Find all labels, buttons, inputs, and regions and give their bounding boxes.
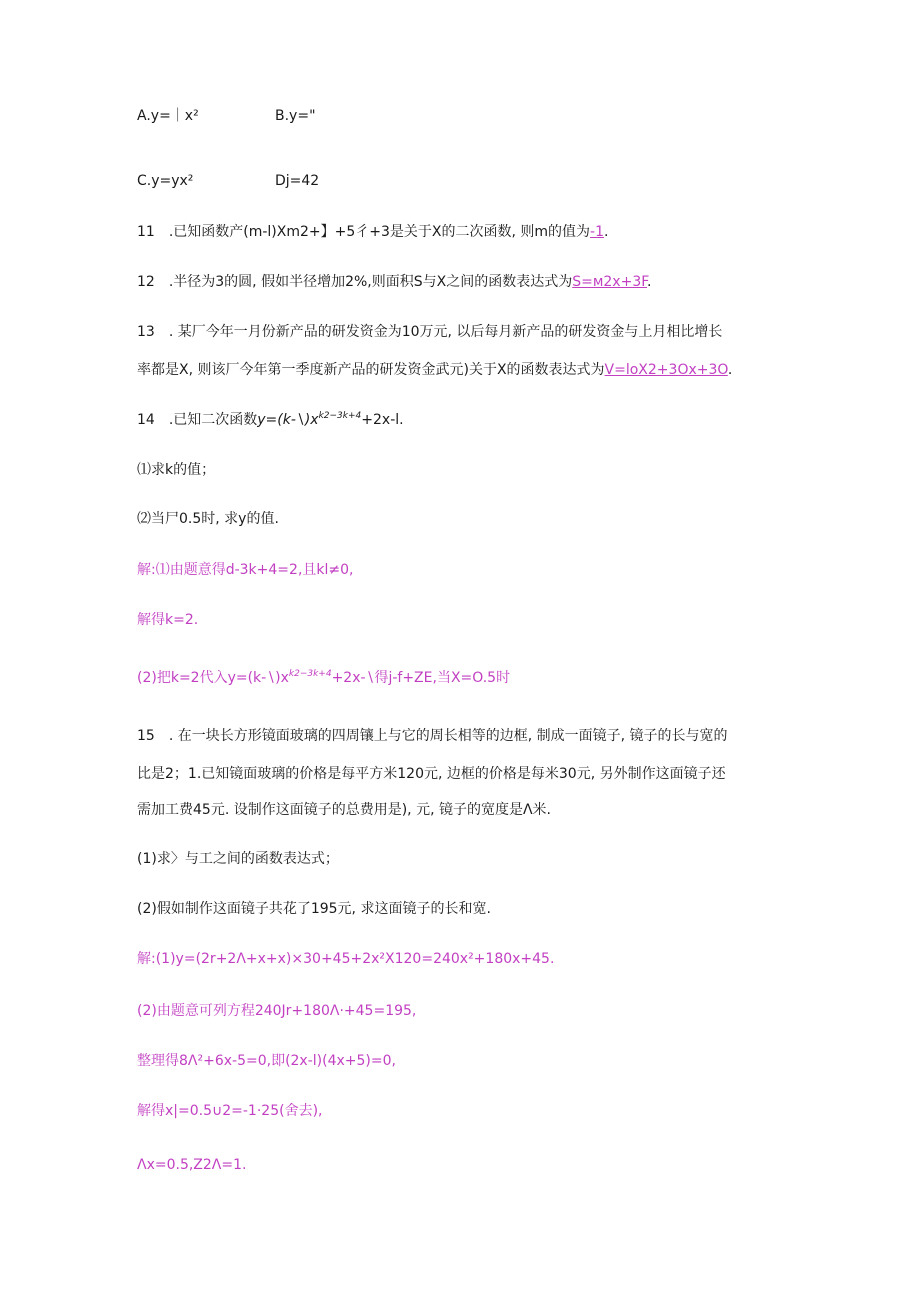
question-15-line2: 比是2；1.已知镜面玻璃的价格是每平方米120元, 边框的价格是每米30元, 另外制作这面镜子还	[137, 766, 726, 782]
question-15-solution-2: (2)由题意可列方程240Jr+180Λ·+45=195,	[137, 1003, 417, 1019]
question-14-stem-b: +2x-l.	[361, 412, 404, 428]
question-12	[137, 272, 651, 292]
question-11-text: 11 .已知函数产(m-l)Xm2+】+5彳+3是关于X的二次函数, 则m的值为	[137, 224, 591, 240]
question-14-solution-3-a: (2)把k=2代入y=(k-∖)x	[137, 670, 289, 686]
question-15-part1: (1)求〉与工之间的函数表达式；	[137, 851, 339, 867]
question-14-solution-1: 解:⑴由题意得d-3k+4=2,且kl≠0,	[137, 562, 354, 578]
question-15-solution-5: Λx=0.5,Z2Λ=1.	[137, 1157, 247, 1173]
question-14-stem-a: 14 .已知二次函数	[137, 412, 258, 428]
question-13-text: 率都是X, 则该厂今年第一季度新产品的研发资金武元)关于X的函数表达式为	[137, 362, 605, 378]
question-12-answer: S=м2x+3F	[572, 274, 648, 290]
question-11-answer: -1	[590, 224, 605, 240]
question-13-answer: V=loX2+3Ox+3O	[604, 362, 728, 378]
question-15-solution-4: 解得x|=0.5∪2=-1·25(舍去),	[137, 1103, 323, 1119]
option-row-cd	[137, 171, 319, 191]
question-14-function: y=(k-∖)x	[257, 412, 319, 428]
question-12-end: .	[647, 274, 652, 290]
question-14-solution-2: 解得k=2.	[137, 612, 199, 628]
question-11	[137, 222, 608, 242]
question-12-text: 12 .半径为3的圆, 假如半径增加2%,则面积S与X之间的函数表达式为	[137, 274, 573, 290]
question-14-exponent: k2−3k+4	[318, 411, 362, 421]
question-15-line1: 15 . 在一块长方形镜面玻璃的四周镶上与它的周长相等的边框, 制成一面镜子, 镜子的长与宽的	[137, 728, 728, 744]
option-b: B.y="	[275, 108, 316, 124]
option-a: A.y=｜x²	[137, 108, 199, 124]
question-15-solution-1: 解:(1)y=(2r+2Λ+x+x)×30+45+2x²X120=240x²+180x+45.	[137, 951, 555, 967]
question-14-part2: ⑵当尸0.5时, 求y的值.	[137, 511, 279, 527]
question-13-line2	[137, 360, 732, 380]
option-c: C.y=yx²	[137, 173, 194, 189]
question-14-stem	[137, 410, 404, 430]
option-row-ab	[137, 106, 316, 126]
option-d: Dj=42	[275, 173, 320, 189]
question-14-part1: ⑴求k的值；	[137, 462, 216, 478]
question-14-solution-3-exponent: k2−3k+4	[288, 669, 332, 679]
question-11-end: .	[604, 224, 609, 240]
question-15-solution-3: 整理得8Λ²+6x-5=0,即(2x-l)(4x+5)=0,	[137, 1053, 396, 1069]
question-14-solution-3-b: +2x-∖得j-f+ZE,当X=O.5时	[331, 670, 511, 686]
question-15-line3: 需加工费45元. 设制作这面镜子的总费用是), 元, 镜子的宽度是Λ米.	[137, 802, 552, 818]
question-13-line1: 13 . 某厂今年一月份新产品的研发资金为10万元, 以后每月新产品的研发资金与上月相比增长	[137, 324, 723, 340]
question-15-part2: (2)假如制作这面镜子共花了195元, 求这面镜子的长和宽.	[137, 901, 491, 917]
question-14-solution-3	[137, 668, 510, 688]
question-13-end: .	[727, 362, 733, 378]
